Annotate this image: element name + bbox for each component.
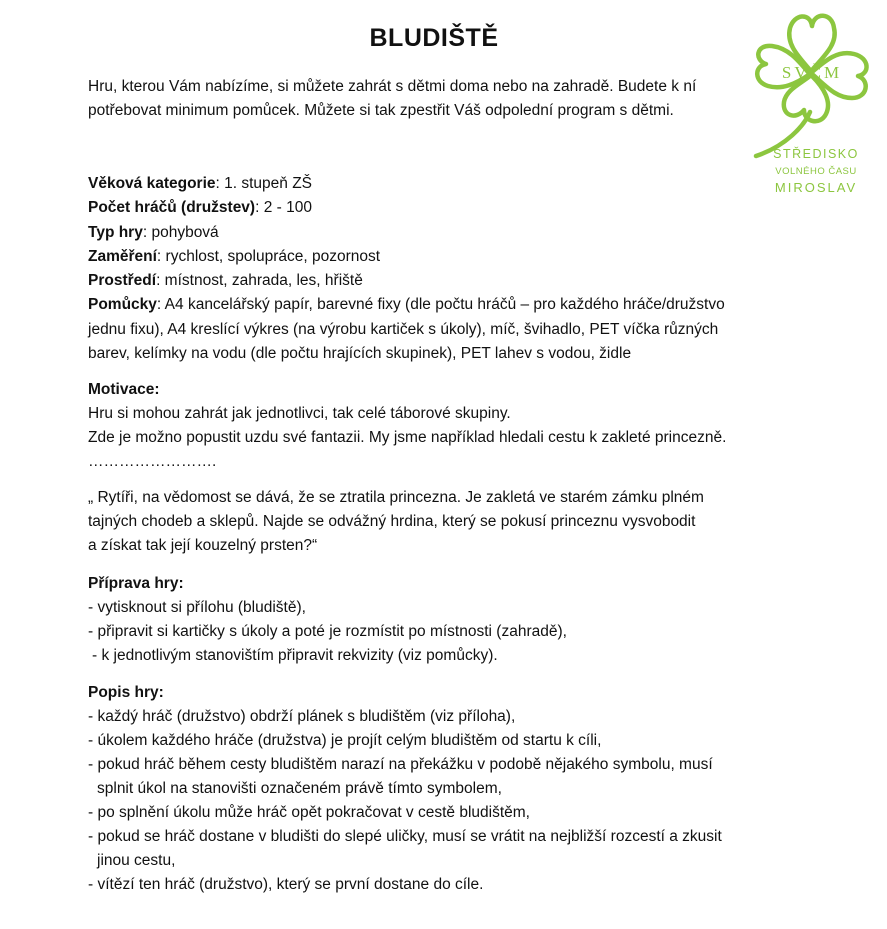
game-metadata [88, 172, 788, 366]
meta-tools-continued: jednu fixu), A4 kreslící výkres (na výrobu kartiček s úkoly), míč, švihadlo, PET víčka různých [88, 320, 719, 338]
motivation-line: ……………………. [88, 453, 217, 470]
motivation-section [88, 378, 808, 474]
meta-row-players [88, 196, 788, 220]
motivation-line: Zde je možno popustit uzdu své fantazii. My jsme například hledali cestu k zakleté princezně. [88, 429, 727, 446]
intro-paragraph [88, 75, 738, 123]
description-line: - vítězí ten hráč (družstvo), který se první dostane do cíle. [88, 876, 484, 893]
description-line: splnit úkol na stanovišti označeném právě tímto symbolem, [97, 780, 502, 797]
preparation-section [88, 572, 808, 668]
logo-line2: VOLNÉHO ČASU [775, 166, 857, 177]
meta-value: : rychlost, spolupráce, pozornost [156, 247, 381, 265]
description-line: - pokud hráč během cesty bludištěm narazí na překážku v podobě nějakého symbolu, musí [88, 756, 713, 773]
meta-value: : A4 kancelářský papír, barevné fixy (dle počtu hráčů – pro každého hráče/družstvo [156, 296, 725, 314]
meta-row-environment [88, 269, 788, 293]
quote-line: tajných chodeb a sklepů. Najde se odvážný hrdina, který se pokusí princeznu vysvobodit [88, 513, 696, 530]
section-heading: Příprava hry: [88, 575, 184, 592]
svcm-clover-logo [746, 6, 876, 198]
description-line: jinou cestu, [97, 852, 176, 869]
description-line: - úkolem každého hráče (družstva) je projít celým bludištěm od startu k cíli, [88, 732, 602, 749]
logo-line1: STŘEDISKO [773, 147, 859, 161]
preparation-line: - vytisknout si přílohu (bludiště), [88, 599, 306, 616]
meta-value: : 1. stupeň ZŠ [215, 175, 313, 192]
quote-line: „ Rytíři, na vědomost se dává, že se ztratila princezna. Je zakletá ve starém zámku plném [88, 489, 704, 506]
meta-value: : 2 - 100 [255, 199, 312, 217]
preparation-line: - k jednotlivým stanovištím připravit rekvizity (viz pomůcky). [92, 647, 498, 664]
section-heading: Motivace: [88, 381, 160, 398]
meta-label: Prostředí [88, 272, 157, 290]
meta-label: Věková kategorie [88, 175, 216, 192]
description-line: - pokud se hráč dostane v bludišti do slepé uličky, musí se vrátit na nejbližší rozcestí a zkusit [88, 828, 722, 845]
meta-value: : místnost, zahrada, les, hřiště [156, 272, 363, 290]
meta-label: Typ hry [88, 223, 143, 241]
meta-row-age [88, 172, 788, 196]
meta-row-type [88, 221, 788, 245]
logo-initials: SVČM [781, 63, 843, 82]
intro-line: Hru, kterou Vám nabízíme, si můžete zahrát s dětmi doma nebo na zahradě. Budete k ní [88, 78, 697, 95]
page-title: BLUDIŠTĚ [369, 24, 499, 52]
meta-row-tools [88, 293, 788, 317]
description-line: - každý hráč (družstvo) obdrží plánek s bludištěm (viz příloha), [88, 708, 516, 725]
meta-label: Pomůcky [88, 296, 157, 314]
meta-row-focus [88, 245, 788, 269]
game-description-section [88, 681, 808, 897]
intro-line: potřebovat minimum pomůcek. Můžete si tak zpestřit Váš odpolední program s dětmi. [88, 102, 674, 119]
section-heading: Popis hry: [88, 684, 164, 701]
meta-tools-continued: barev, kelímky na vodu (dle počtu hrajících skupinek), PET lahev s vodou, židle [88, 345, 632, 363]
preparation-line: - připravit si kartičky s úkoly a poté je rozmístit po místnosti (zahradě), [88, 623, 567, 640]
meta-value: : pohybová [142, 223, 219, 241]
meta-label: Počet hráčů (družstev) [88, 199, 256, 217]
description-line: - po splnění úkolu může hráč opět pokračovat v cestě bludištěm, [88, 804, 530, 821]
meta-label: Zaměření [88, 247, 157, 265]
logo-line3: MIROSLAV [774, 180, 858, 195]
quote-section [88, 486, 808, 558]
motivation-line: Hru si mohou zahrát jak jednotlivci, tak celé táborové skupiny. [88, 405, 511, 422]
quote-line: a získat tak její kouzelný prsten?“ [88, 537, 318, 554]
